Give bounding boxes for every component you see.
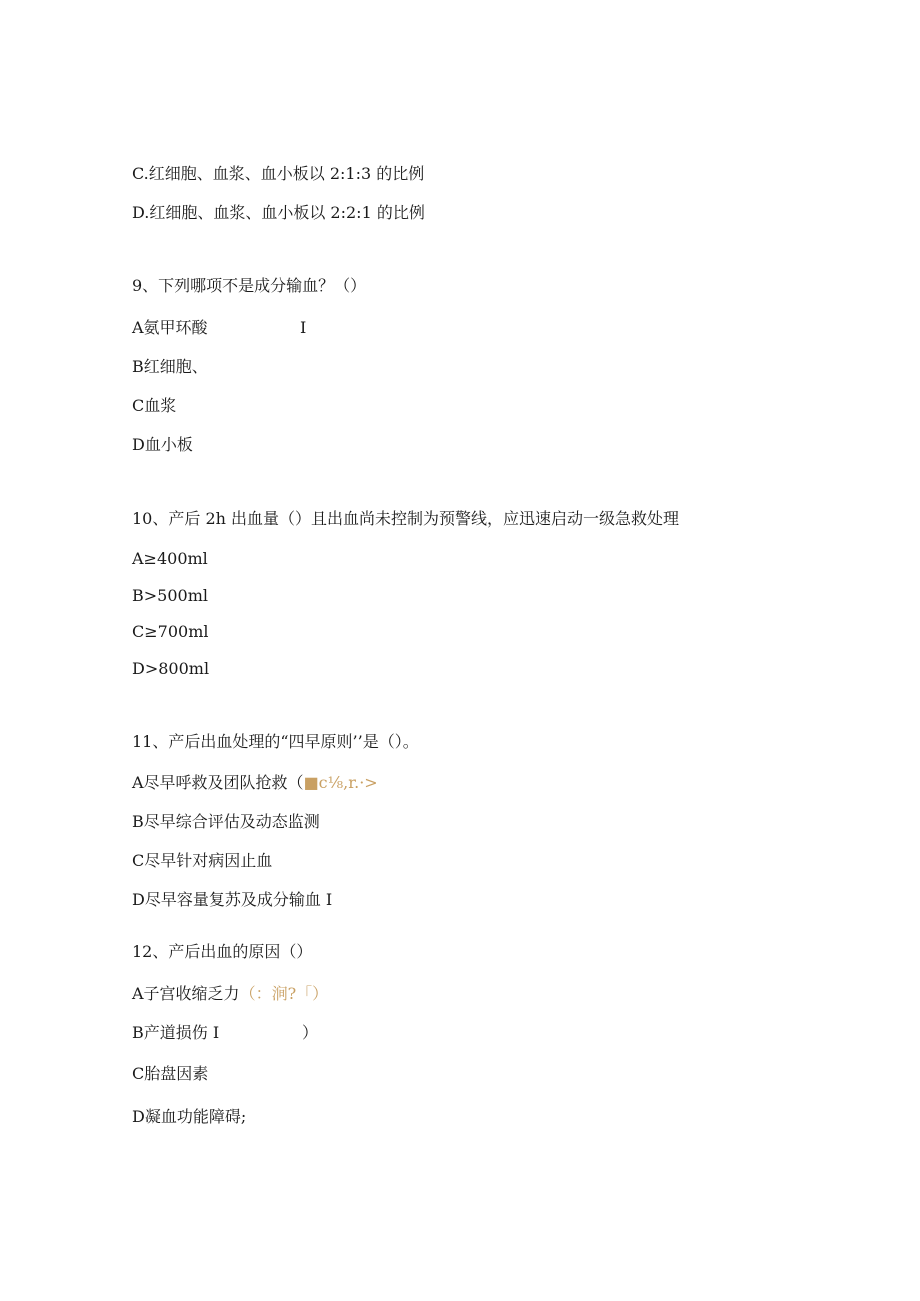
q9-stray-mark: I xyxy=(300,318,307,337)
q12-option-a-text: A子宫收缩乏力 xyxy=(132,984,240,1003)
q12-option-c: C胎盘因素 xyxy=(132,1064,209,1083)
q10-option-a: A≥400ml xyxy=(132,549,208,568)
q11-stem: 11、产后出血处理的“四早原则’’是（）。 xyxy=(132,732,419,751)
q9-option-d: D血小板 xyxy=(132,435,193,454)
q11-option-c: C尽早针对病因止血 xyxy=(132,851,273,870)
q10-option-d: D>800ml xyxy=(132,659,210,678)
q12-option-a xyxy=(132,984,328,1004)
q11-option-d: D尽早容量复苏及成分输血 I xyxy=(132,890,333,909)
q12-stem: 12、产后出血的原因（） xyxy=(132,942,313,961)
q11-option-b: B尽早综合评估及动态监测 xyxy=(132,812,320,831)
q12-option-a-annotation: （：涧?「） xyxy=(239,984,329,1003)
q12-option-d: D凝血功能障碍; xyxy=(132,1107,247,1126)
q8-option-c: C.红细胞、血浆、血小板以 2:1:3 的比例 xyxy=(132,164,425,183)
q12-option-b: B产道损伤 I xyxy=(132,1023,220,1042)
q11-option-a xyxy=(132,773,378,793)
q11-option-a-text: A尽早呼救及团队抢救（ xyxy=(132,773,304,792)
q10-stem: 10、产后 2h 出血量（）且出血尚未控制为预警线，应迅速启动一级急救处理 xyxy=(132,509,680,528)
q9-option-c: C血浆 xyxy=(132,396,177,415)
q10-option-b: B>500ml xyxy=(132,586,208,605)
q12-option-b-stray: ） xyxy=(302,1023,319,1042)
q10-option-c: C≥700ml xyxy=(132,622,209,641)
q9-stem: 9、下列哪项不是成分输血？（） xyxy=(132,276,367,295)
q9-option-b: B红细胞、 xyxy=(132,357,208,376)
q9-option-a: A氨甲环酸 xyxy=(132,318,208,337)
q11-option-a-annotation: ■c⅛,r.·> xyxy=(303,773,378,792)
q8-option-d: D.红细胞、血浆、血小板以 2:2:1 的比例 xyxy=(132,203,425,222)
